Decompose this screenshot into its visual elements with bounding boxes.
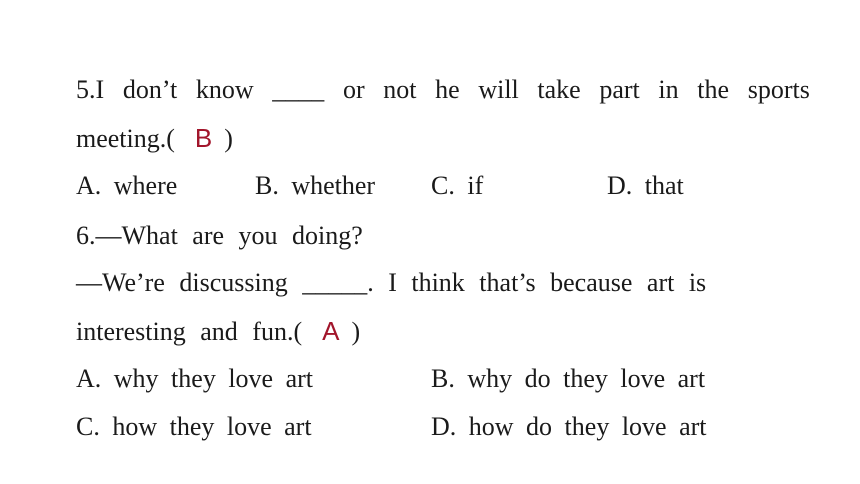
q6-answer: A: [322, 316, 340, 346]
word: he: [435, 75, 460, 104]
q6-option-b: B. why do they love art: [431, 364, 706, 393]
word: will: [478, 75, 519, 104]
word: take: [537, 75, 581, 104]
word: don’t: [122, 75, 178, 104]
word: know: [195, 75, 254, 104]
q5-option-c: C. if: [431, 171, 484, 200]
q5-stem-line1: [76, 75, 810, 105]
word: part: [599, 75, 640, 104]
q5-stem-line2: [76, 123, 233, 154]
q5-option-b: B. whether: [255, 171, 376, 200]
q6-stem-suffix: ): [351, 317, 361, 346]
q5-option-d: D. that: [607, 171, 684, 200]
word: 5.I: [76, 75, 105, 104]
q6-stem-line2: —We’re discussing _____. I think that’s because art is: [76, 268, 707, 297]
word: in: [658, 75, 679, 104]
q5-answer: B: [194, 123, 213, 153]
word: not: [383, 75, 417, 104]
q5-stem-prefix: meeting.(: [76, 124, 175, 153]
q6-option-a: A. why they love art: [76, 364, 314, 393]
q5-option-a: A. where: [76, 171, 178, 200]
q6-stem-line1: 6.—What are you doing?: [76, 221, 363, 250]
q6-stem-prefix: interesting and fun.(: [76, 317, 303, 346]
word: or: [342, 75, 365, 104]
q6-option-d: D. how do they love art: [431, 412, 707, 441]
q6-option-c: C. how they love art: [76, 412, 312, 441]
word: sports: [747, 75, 810, 104]
q5-stem-suffix: ): [224, 124, 233, 153]
word: the: [697, 75, 730, 104]
blank: ____: [272, 75, 325, 104]
q6-stem-line3: [76, 316, 360, 347]
